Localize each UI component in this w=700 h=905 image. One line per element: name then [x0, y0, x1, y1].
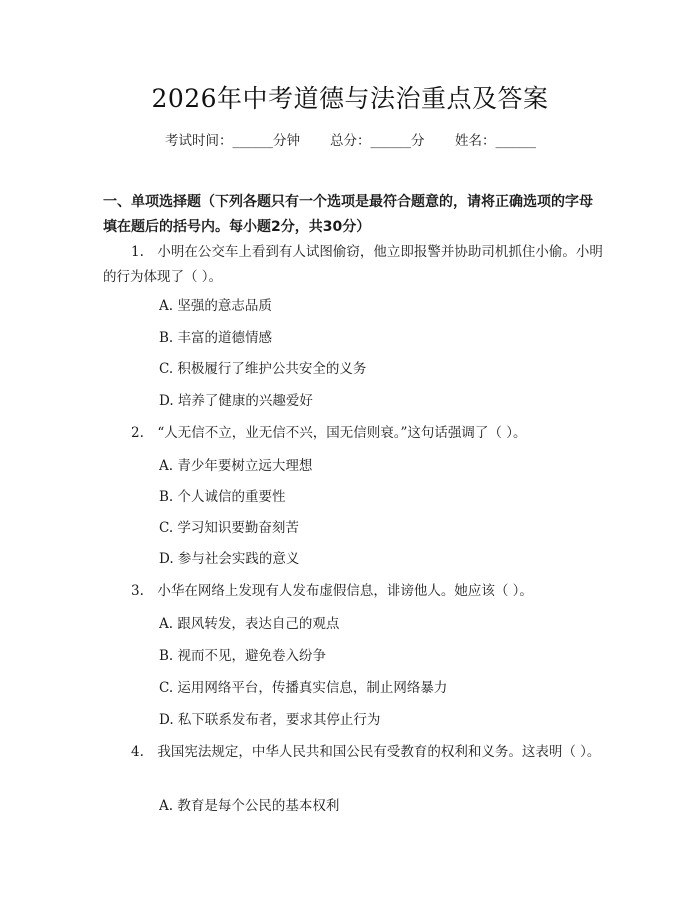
question-1: 1. 小明在公交车上看到有人试图偷窃，他立即报警并协助司机抓住小偷。小明的行为体现了（ ）。 — [103, 244, 603, 285]
exam-meta — [0, 131, 700, 151]
question-4: 4. 我国宪法规定，中华人民共和国公民有受教育的权利和义务。这表明（ ）。 — [131, 744, 601, 760]
question-3-option-a: A. 跟风转发，表达自己的观点 — [159, 616, 340, 632]
question-2-option-c: C. 学习知识要勤奋刻苦 — [159, 520, 299, 536]
question-3-option-b: B. 视而不见，避免卷入纷争 — [159, 648, 327, 664]
question-2-option-b: B. 个人诚信的重要性 — [159, 489, 286, 505]
page-title: 2026年中考道德与法治重点及答案 — [151, 84, 549, 113]
question-3: 3. 小华在网络上发现有人发布虚假信息，诽谤他人。她应该（ ）。 — [131, 583, 533, 599]
student-name-field: 姓名：______ — [455, 133, 536, 149]
question-1-option-c: C. 积极履行了维护公共安全的义务 — [159, 361, 367, 377]
question-3-option-c: C. 运用网络平台，传播真实信息，制止网络暴力 — [159, 680, 448, 696]
question-2-option-a: A. 青少年要树立远大理想 — [159, 458, 313, 474]
question-1-option-b: B. 丰富的道德情感 — [159, 330, 273, 346]
total-score-field: 总分：______分 — [330, 133, 425, 149]
question-3-option-d: D. 私下联系发布者，要求其停止行为 — [159, 712, 381, 728]
question-2: 2. “人无信不立，业无信不兴，国无信则衰。”这句话强调了（ ）。 — [131, 425, 527, 441]
question-1-option-a: A. 坚强的意志品质 — [159, 298, 272, 314]
question-1-option-d: D. 培养了健康的兴趣爱好 — [159, 393, 313, 409]
question-2-option-d: D. 参与社会实践的意义 — [159, 551, 300, 567]
section-heading: 一、单项选择题（下列各题只有一个选项是最符合题意的，请将正确选项的字母填在题后的括号内。每小题2分，共30分） — [103, 194, 593, 235]
exam-time-field: 考试时间：______分钟 — [165, 133, 300, 149]
question-4-option-a: A. 教育是每个公民的基本权利 — [159, 798, 340, 814]
